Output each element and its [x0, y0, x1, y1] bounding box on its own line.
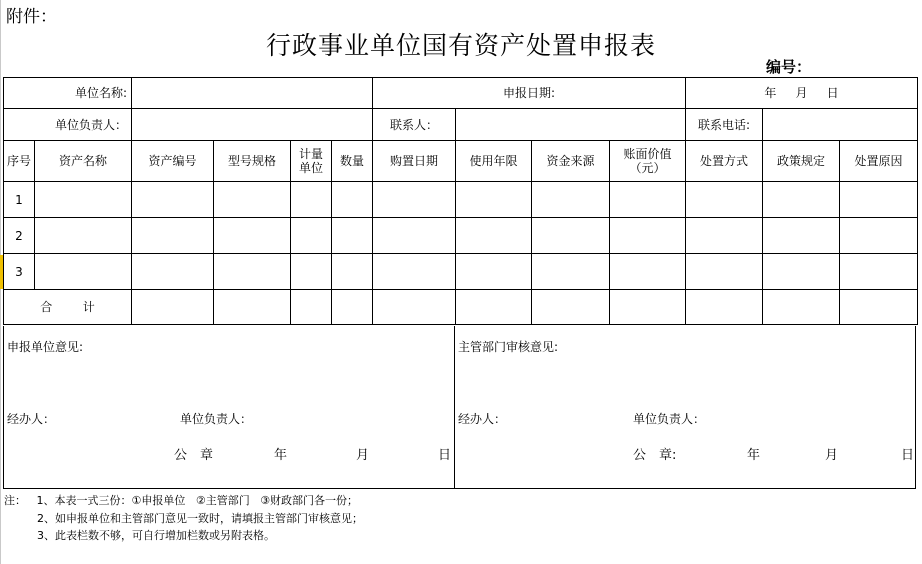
header-row: [4, 141, 918, 182]
table-row: [4, 254, 918, 290]
attachment-label: 附件：: [6, 7, 57, 27]
table-cell[interactable]: [35, 182, 132, 218]
table-cell[interactable]: [456, 182, 532, 218]
table-cell[interactable]: [214, 182, 291, 218]
col-header: 账面价值（元）: [610, 141, 686, 182]
applicant-handler-label: 经办人：: [7, 412, 56, 426]
table-row: [4, 182, 918, 218]
table-cell[interactable]: [132, 290, 214, 325]
table-cell[interactable]: [532, 218, 610, 254]
applicant-opinion-title: 申报单位意见:: [7, 340, 84, 354]
table-cell[interactable]: [840, 218, 918, 254]
table-cell[interactable]: [456, 254, 532, 290]
table-cell[interactable]: [686, 182, 763, 218]
table-cell[interactable]: [132, 182, 214, 218]
table-cell[interactable]: [214, 218, 291, 254]
supervisor-opinion-box[interactable]: [454, 326, 916, 489]
table-cell[interactable]: [291, 290, 332, 325]
table-cell[interactable]: [763, 254, 840, 290]
supervisor-opinion-title: 主管部门审核意见:: [458, 340, 559, 354]
table-cell[interactable]: [332, 290, 373, 325]
table-cell[interactable]: [532, 182, 610, 218]
col-header: 计量单位: [291, 141, 332, 182]
table-cell[interactable]: [763, 218, 840, 254]
contact-label: 联系人：: [373, 109, 456, 141]
supervisor-month-label: 月: [825, 448, 839, 463]
col-header: 处置原因: [840, 141, 918, 182]
unit-name-label: 单位名称:: [4, 78, 132, 109]
row-number: 2: [4, 218, 35, 254]
col-header: 数量: [332, 141, 373, 182]
supervisor-seal-label: 公 章:: [633, 448, 677, 463]
unit-head-row: [4, 109, 918, 141]
report-date-label: 申报日期:: [373, 78, 686, 109]
supervisor-head-label: 单位负责人：: [633, 412, 706, 426]
row-number: 1: [4, 182, 35, 218]
table-cell[interactable]: [132, 218, 214, 254]
col-header: 资产编号: [132, 141, 214, 182]
supervisor-day-label: 日: [901, 448, 915, 463]
note-line-2: 2、如申报单位和主管部门意见一致时，请填报主管部门审核意见；: [37, 512, 363, 525]
table-cell[interactable]: [214, 254, 291, 290]
table-cell[interactable]: [373, 218, 456, 254]
unit-head-input[interactable]: [132, 109, 373, 141]
table-cell[interactable]: [840, 254, 918, 290]
table-cell[interactable]: [332, 182, 373, 218]
supervisor-year-label: 年: [747, 448, 761, 463]
applicant-year-label: 年: [274, 448, 288, 463]
table-cell[interactable]: [532, 290, 610, 325]
unit-head-label: 单位负责人：: [4, 109, 132, 141]
table-cell[interactable]: [456, 218, 532, 254]
col-header: 序号: [4, 141, 35, 182]
unit-name-input[interactable]: [132, 78, 373, 109]
table-cell[interactable]: [840, 182, 918, 218]
col-header: 资产名称: [35, 141, 132, 182]
number-label: 编号：: [766, 58, 812, 76]
phone-label: 联系电话:: [686, 109, 763, 141]
row-number: 3: [4, 254, 35, 290]
table-cell[interactable]: [291, 254, 332, 290]
table-cell[interactable]: [373, 254, 456, 290]
note-line-1: 注： 1、本表一式三份：①申报单位 ②主管部门 ③财政部门各一份；: [4, 494, 359, 507]
col-header: 政策规定: [763, 141, 840, 182]
col-header: 使用年限: [456, 141, 532, 182]
note-line-3: 3、此表栏数不够，可自行增加栏数或另附表格。: [37, 529, 275, 542]
contact-input[interactable]: [456, 109, 686, 141]
table-cell[interactable]: [686, 290, 763, 325]
table-cell[interactable]: [291, 218, 332, 254]
table-cell[interactable]: [686, 254, 763, 290]
table-cell[interactable]: [291, 182, 332, 218]
table-cell[interactable]: [610, 218, 686, 254]
page-title: 行政事业单位国有资产处置申报表: [265, 31, 656, 60]
table-cell[interactable]: [373, 290, 456, 325]
supervisor-handler-label: 经办人：: [458, 412, 507, 426]
total-label: 合 计: [4, 290, 132, 325]
unit-name-row: [4, 78, 918, 109]
applicant-head-label: 单位负责人：: [180, 412, 253, 426]
applicant-day-label: 日: [438, 448, 452, 463]
table-cell[interactable]: [373, 182, 456, 218]
table-cell[interactable]: [840, 290, 918, 325]
applicant-month-label: 月: [356, 448, 370, 463]
asset-disposal-table: [3, 77, 918, 325]
table-cell[interactable]: [610, 290, 686, 325]
table-cell[interactable]: [214, 290, 291, 325]
col-header: 型号规格: [214, 141, 291, 182]
table-cell[interactable]: [610, 254, 686, 290]
phone-input[interactable]: [763, 109, 918, 141]
table-cell[interactable]: [132, 254, 214, 290]
table-cell[interactable]: [532, 254, 610, 290]
table-cell[interactable]: [332, 254, 373, 290]
table-cell[interactable]: [686, 218, 763, 254]
applicant-seal-label: 公 章: [174, 448, 214, 463]
table-cell[interactable]: [763, 182, 840, 218]
table-cell[interactable]: [610, 182, 686, 218]
report-date-value[interactable]: 年 月 日: [686, 78, 918, 109]
applicant-opinion-box[interactable]: [3, 326, 455, 489]
col-header: 处置方式: [686, 141, 763, 182]
table-cell[interactable]: [35, 254, 132, 290]
table-cell[interactable]: [35, 218, 132, 254]
table-cell[interactable]: [332, 218, 373, 254]
total-row: [4, 290, 918, 325]
table-cell[interactable]: [763, 290, 840, 325]
table-cell[interactable]: [456, 290, 532, 325]
col-header: 资金来源: [532, 141, 610, 182]
col-header: 购置日期: [373, 141, 456, 182]
table-row: [4, 218, 918, 254]
